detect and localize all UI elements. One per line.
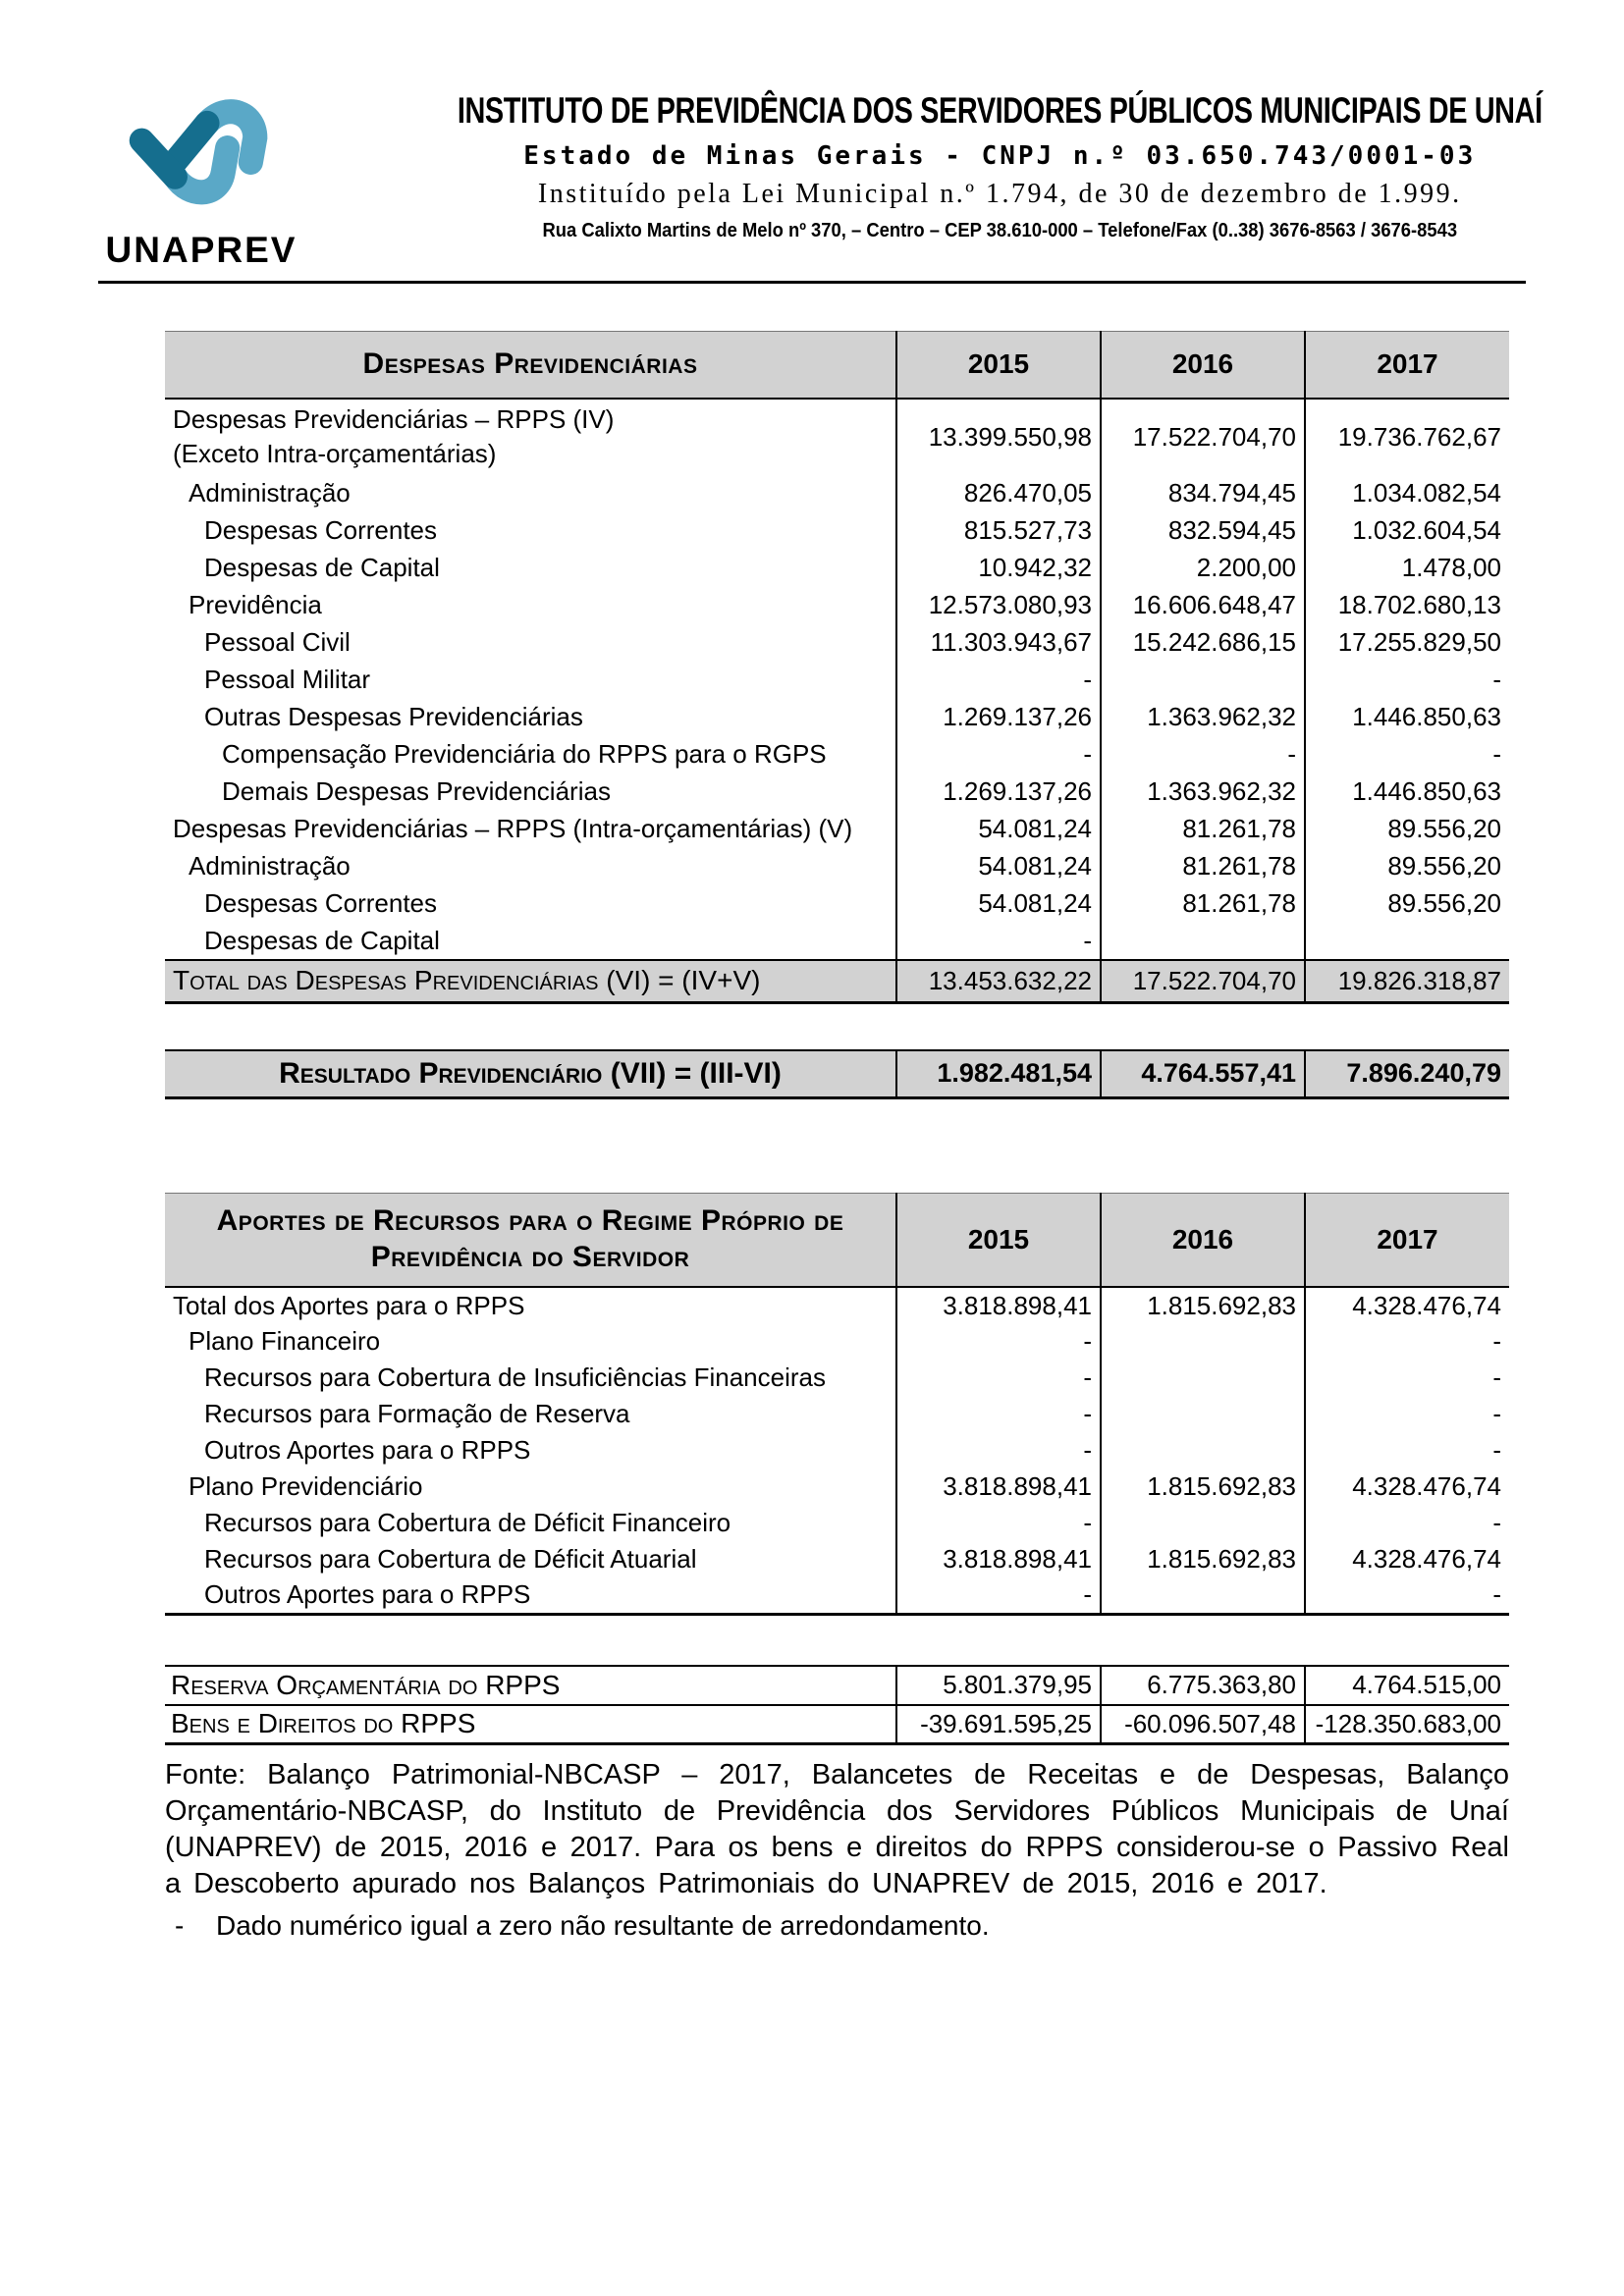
cell-2015: 11.303.943,67 — [896, 624, 1101, 662]
cell-2017: 89.556,20 — [1305, 885, 1509, 923]
cell-2017: 4.328.476,74 — [1305, 1287, 1509, 1323]
cell-2017: - — [1305, 1505, 1509, 1541]
cell-2015: - — [896, 736, 1101, 774]
table-row — [165, 1432, 1509, 1468]
table-row — [165, 811, 1509, 848]
aportes-table — [165, 1193, 1509, 1616]
row-label: Despesas Correntes — [204, 888, 437, 918]
table-row — [165, 399, 1509, 475]
total-2015: 13.453.632,22 — [896, 960, 1101, 1003]
cell-2017: - — [1305, 1323, 1509, 1360]
cell-2015: 5.801.379,95 — [896, 1666, 1101, 1705]
row-label: Despesas de Capital — [204, 553, 440, 582]
table-row — [165, 1468, 1509, 1505]
table-row — [165, 1577, 1509, 1614]
cell-2015: 13.399.550,98 — [896, 399, 1101, 475]
cell-2017 — [1305, 923, 1509, 960]
cell-2017: 1.478,00 — [1305, 550, 1509, 587]
cell-2017: - — [1305, 1360, 1509, 1396]
row-label: Recursos para Formação de Reserva — [204, 1399, 630, 1428]
year-header-2016: 2016 — [1101, 332, 1305, 399]
cell-2017: 4.764.515,00 — [1305, 1666, 1509, 1705]
cell-2015: - — [896, 1360, 1101, 1396]
cell-2015: - — [896, 1577, 1101, 1614]
cell-2016: 6.775.363,80 — [1101, 1666, 1305, 1705]
cell-2015: 10.942,32 — [896, 550, 1101, 587]
row-label: Plano Financeiro — [189, 1326, 381, 1356]
cell-2017: - — [1305, 736, 1509, 774]
table-row — [165, 1287, 1509, 1323]
cell-2016: -60.096.507,48 — [1101, 1705, 1305, 1744]
cell-2015: - — [896, 1505, 1101, 1541]
row-label: Outros Aportes para o RPPS — [204, 1435, 531, 1465]
total-2017: 19.826.318,87 — [1305, 960, 1509, 1003]
row-label: Total dos Aportes para o RPPS — [173, 1290, 525, 1320]
letterhead — [98, 0, 1543, 271]
despesas-header-row — [165, 332, 1509, 399]
summary-table — [165, 1665, 1509, 1746]
row-label: Administração — [189, 851, 351, 881]
cell-2016 — [1101, 1323, 1305, 1360]
table-row — [165, 1396, 1509, 1432]
cell-2017: 1.034.082,54 — [1305, 475, 1509, 512]
table-row — [165, 1323, 1509, 1360]
cell-2015: 3.818.898,41 — [896, 1468, 1101, 1505]
total-label: Total das Despesas Previdenciárias (VI) = (IV+V) — [165, 960, 896, 1003]
cell-2017: 89.556,20 — [1305, 811, 1509, 848]
cell-2017: - — [1305, 1577, 1509, 1614]
cell-2015: - — [896, 1432, 1101, 1468]
cell-2016: 1.363.962,32 — [1101, 774, 1305, 811]
table-row — [165, 1360, 1509, 1396]
cell-2015: 815.527,73 — [896, 512, 1101, 550]
resultado-label: Resultado Previdenciário (VII) = (III-VI) — [165, 1050, 896, 1097]
cell-2016 — [1101, 1360, 1305, 1396]
resultado-2015: 1.982.481,54 — [896, 1050, 1101, 1097]
cell-2016: 832.594,45 — [1101, 512, 1305, 550]
unaprev-logo-icon — [98, 82, 304, 228]
cell-2017: 89.556,20 — [1305, 848, 1509, 885]
row-label: Demais Despesas Previdenciárias — [222, 776, 611, 806]
source-note: Fonte: Balanço Patrimonial-NBCASP – 2017, Balancetes de Receitas e de Despesas, Balanço Orçamentário-NBCASP, do Instituto de Previdência dos Servidores Públicos Municipais de Unaí (UNAPREV) de 2015, 2016 e 2017. Para os bens e direitos do RPPS considerou-se o Passivo Real a Descoberto apurado nos Balanços Patrimoniais do UNAPREV de 2015, 2016 e 2017. — [165, 1759, 1509, 1900]
row-label: Despesas Correntes — [204, 515, 437, 545]
cell-2016: 2.200,00 — [1101, 550, 1305, 587]
bens-row — [165, 1705, 1509, 1744]
row-label: Compensação Previdenciária do RPPS para o RGPS — [222, 739, 827, 769]
cell-2015: 54.081,24 — [896, 885, 1101, 923]
cell-2017: 1.032.604,54 — [1305, 512, 1509, 550]
cell-2017: 4.328.476,74 — [1305, 1541, 1509, 1577]
cell-2016 — [1101, 923, 1305, 960]
row-label: Plano Previdenciário — [189, 1471, 423, 1501]
logo-wordmark: UNAPREV — [105, 230, 298, 270]
table-row — [165, 475, 1509, 512]
logo-block — [98, 77, 304, 271]
row-label: Outras Despesas Previdenciárias — [204, 702, 583, 731]
aportes-title — [165, 1193, 896, 1287]
year-header-2016: 2016 — [1101, 1193, 1305, 1287]
aportes-header-row — [165, 1193, 1509, 1287]
cell-2017: 1.446.850,63 — [1305, 699, 1509, 736]
row-label: Reserva Orçamentária do RPPS — [165, 1666, 896, 1705]
cell-2016: 1.363.962,32 — [1101, 699, 1305, 736]
cell-2017: 4.328.476,74 — [1305, 1468, 1509, 1505]
resultado-2017: 7.896.240,79 — [1305, 1050, 1509, 1097]
reserva-row — [165, 1666, 1509, 1705]
cell-2016: 16.606.648,47 — [1101, 587, 1305, 624]
cell-2016: 1.815.692,83 — [1101, 1468, 1305, 1505]
address-line-text: Rua Calixto Martins de Melo nº 370, – Centro – CEP 38.610-000 – Telefone/Fax (0..38) 3676-8563 / 3676-8543 — [542, 220, 1458, 241]
cell-2017: -128.350.683,00 — [1305, 1705, 1509, 1744]
table-row — [165, 736, 1509, 774]
cell-2015: - — [896, 1323, 1101, 1360]
cell-2016: 81.261,78 — [1101, 848, 1305, 885]
cell-2015: 54.081,24 — [896, 811, 1101, 848]
row-label: Pessoal Militar — [204, 665, 371, 694]
cell-2015: - — [896, 1396, 1101, 1432]
table-row — [165, 662, 1509, 699]
cell-2017: - — [1305, 1432, 1509, 1468]
row-label: Recursos para Cobertura de Déficit Atuarial — [204, 1544, 697, 1574]
table-row — [165, 587, 1509, 624]
table-row — [165, 923, 1509, 960]
table-row — [165, 550, 1509, 587]
note-dash: - — [175, 1910, 185, 1942]
table-row — [165, 885, 1509, 923]
cell-2017: 19.736.762,67 — [1305, 399, 1509, 475]
cell-2016 — [1101, 662, 1305, 699]
cell-2015: 12.573.080,93 — [896, 587, 1101, 624]
cell-2016: 1.815.692,83 — [1101, 1541, 1305, 1577]
table-row — [165, 624, 1509, 662]
despesas-total-row — [165, 960, 1509, 1003]
cell-2015: -39.691.595,25 — [896, 1705, 1101, 1744]
row-label-line1: Despesas Previdenciárias – RPPS (IV) — [173, 403, 615, 434]
despesas-title: Despesas Previdenciárias — [165, 332, 896, 399]
row-label: Recursos para Cobertura de Insuficiências Financeiras — [204, 1362, 826, 1392]
year-header-2015: 2015 — [896, 1193, 1101, 1287]
address-line — [304, 220, 1624, 242]
table-row — [165, 699, 1509, 736]
table-row — [165, 848, 1509, 885]
law-line: Instituído pela Lei Municipal n.º 1.794, de 30 de dezembro de 1.999. — [537, 179, 1462, 209]
cell-2017: 1.446.850,63 — [1305, 774, 1509, 811]
year-header-2015: 2015 — [896, 332, 1101, 399]
cell-2015: - — [896, 662, 1101, 699]
zero-note — [165, 1910, 1509, 1942]
cell-2015: 826.470,05 — [896, 475, 1101, 512]
cell-2015: - — [896, 923, 1101, 960]
cell-2016: 17.522.704,70 — [1101, 399, 1305, 475]
state-cnpj-line: Estado de Minas Gerais - CNPJ n.º 03.650.743/0001-03 — [523, 141, 1477, 171]
row-label: Pessoal Civil — [204, 627, 351, 657]
letterhead-divider — [98, 281, 1526, 284]
cell-2016: 1.815.692,83 — [1101, 1287, 1305, 1323]
row-label: Despesas Previdenciárias – RPPS (Intra-orçamentárias) (V) — [173, 814, 853, 843]
cell-2016: 81.261,78 — [1101, 885, 1305, 923]
year-header-2017: 2017 — [1305, 1193, 1509, 1287]
cell-2015: 3.818.898,41 — [896, 1541, 1101, 1577]
cell-2015: 54.081,24 — [896, 848, 1101, 885]
cell-2015: 3.818.898,41 — [896, 1287, 1101, 1323]
year-header-2017: 2017 — [1305, 332, 1509, 399]
cell-2016: 15.242.686,15 — [1101, 624, 1305, 662]
row-label: Previdência — [189, 590, 322, 619]
cell-2016 — [1101, 1396, 1305, 1432]
cell-2016: 834.794,45 — [1101, 475, 1305, 512]
org-name — [304, 90, 1624, 132]
row-label: Outros Aportes para o RPPS — [165, 1577, 896, 1614]
resultado-2016: 4.764.557,41 — [1101, 1050, 1305, 1097]
row-label: Administração — [189, 478, 351, 507]
despesas-table — [165, 331, 1509, 1004]
cell-2016 — [1101, 1577, 1305, 1614]
table-row — [165, 512, 1509, 550]
cell-2017: 18.702.680,13 — [1305, 587, 1509, 624]
cell-2015: 1.269.137,26 — [896, 699, 1101, 736]
cell-2016 — [1101, 1432, 1305, 1468]
cell-2016 — [1101, 1505, 1305, 1541]
row-label: Bens e Direitos do RPPS — [165, 1705, 896, 1744]
cell-2017: 17.255.829,50 — [1305, 624, 1509, 662]
letterhead-text — [304, 77, 1624, 271]
cell-2017: - — [1305, 1396, 1509, 1432]
row-label: Recursos para Cobertura de Déficit Financeiro — [204, 1508, 731, 1537]
cell-2017: - — [1305, 662, 1509, 699]
cell-2015: 1.269.137,26 — [896, 774, 1101, 811]
aportes-title-line1: Aportes de Recursos para o Regime Próprio de — [216, 1204, 844, 1238]
org-name-text: INSTITUTO DE PREVIDÊNCIA DOS SERVIDORES PÚBLICOS MUNICIPAIS DE UNAÍ — [457, 90, 1543, 131]
cell-2016: - — [1101, 736, 1305, 774]
table-row — [165, 774, 1509, 811]
row-label — [165, 399, 896, 475]
table-row — [165, 1541, 1509, 1577]
aportes-title-line2: Previdência do Servidor — [370, 1240, 690, 1273]
cell-2016: 81.261,78 — [1101, 811, 1305, 848]
row-label-line2: (Exceto Intra-orçamentárias) — [173, 439, 497, 468]
row-label: Despesas de Capital — [204, 925, 440, 955]
total-2016: 17.522.704,70 — [1101, 960, 1305, 1003]
table-row — [165, 1505, 1509, 1541]
note-text: Dado numérico igual a zero não resultante de arredondamento. — [216, 1910, 990, 1942]
resultado-table — [165, 1049, 1509, 1099]
resultado-row — [165, 1050, 1509, 1097]
